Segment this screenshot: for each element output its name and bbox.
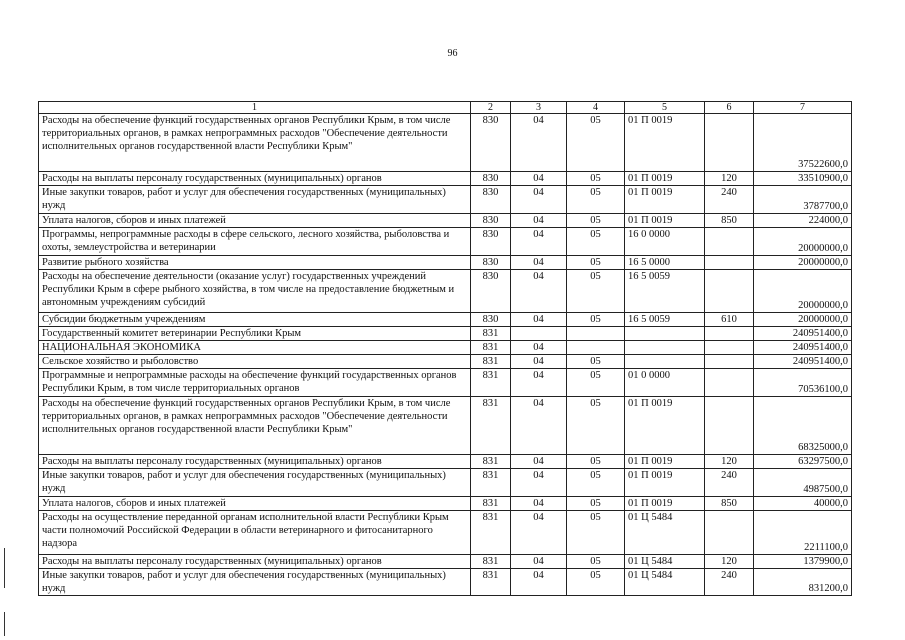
cell-expense-type [705, 355, 754, 369]
table-row [39, 355, 852, 369]
cell-subsection: 05 [567, 256, 625, 270]
cell-expense-type [705, 511, 754, 555]
cell-name: Расходы на выплаты персоналу государственных (муниципальных) органов [39, 555, 471, 569]
cell-section: 04 [511, 228, 567, 256]
cell-amount: 20000000,0 [754, 270, 852, 313]
cell-expense-type: 610 [705, 313, 754, 327]
cell-amount: 68325000,0 [754, 397, 852, 455]
cell-section: 04 [511, 497, 567, 511]
cell-amount: 20000000,0 [754, 256, 852, 270]
cell-name: Программы, непрограммные расходы в сфере сельского, лесного хозяйства, рыболовства и охоты, землеустройства и ветеринарии [39, 228, 471, 256]
table-row [39, 270, 852, 313]
cell-section: 04 [511, 214, 567, 228]
table-row [39, 313, 852, 327]
cell-amount: 2211100,0 [754, 511, 852, 555]
cell-ministry: 830 [471, 172, 511, 186]
cell-expense-type: 240 [705, 186, 754, 214]
table-header-row [39, 102, 852, 114]
cell-section: 04 [511, 186, 567, 214]
cell-amount: 240951400,0 [754, 355, 852, 369]
scan-artifact [4, 548, 5, 588]
table-row [39, 469, 852, 497]
cell-section: 04 [511, 341, 567, 355]
cell-subsection: 05 [567, 214, 625, 228]
cell-expense-type: 120 [705, 455, 754, 469]
cell-ministry: 831 [471, 355, 511, 369]
cell-name: Уплата налогов, сборов и иных платежей [39, 497, 471, 511]
cell-target-article: 16 5 0059 [625, 270, 705, 313]
cell-expense-type [705, 397, 754, 455]
header-col-1: 1 [39, 102, 471, 114]
table-row [39, 327, 852, 341]
cell-amount: 37522600,0 [754, 114, 852, 172]
cell-target-article: 01 П 0019 [625, 172, 705, 186]
cell-name: Расходы на обеспечение функций государственных органов Республики Крым, в том числе территориальных органов, в рамках непрограммных расходов "Обеспечение деятельности исполнительных органов государственной власти Республики Крым" [39, 397, 471, 455]
cell-subsection: 05 [567, 397, 625, 455]
cell-ministry: 831 [471, 469, 511, 497]
scan-artifact [4, 612, 5, 636]
header-col-7: 7 [754, 102, 852, 114]
table-row [39, 397, 852, 455]
cell-expense-type: 240 [705, 569, 754, 596]
cell-subsection [567, 327, 625, 341]
cell-target-article: 01 Ц 5484 [625, 569, 705, 596]
table-row [39, 555, 852, 569]
cell-target-article: 16 5 0059 [625, 313, 705, 327]
cell-subsection: 05 [567, 228, 625, 256]
cell-name: Сельское хозяйство и рыболовство [39, 355, 471, 369]
cell-target-article: 01 П 0019 [625, 186, 705, 214]
table-row [39, 369, 852, 397]
cell-target-article [625, 341, 705, 355]
cell-expense-type: 120 [705, 172, 754, 186]
cell-name: Расходы на обеспечение функций государственных органов Республики Крым, в том числе территориальных органов, в рамках непрограммных расходов "Обеспечение деятельности исполнительных органов государственной власти Республики Крым" [39, 114, 471, 172]
header-col-5: 5 [625, 102, 705, 114]
table-row [39, 341, 852, 355]
cell-ministry: 831 [471, 341, 511, 355]
header-col-6: 6 [705, 102, 754, 114]
cell-ministry: 831 [471, 369, 511, 397]
cell-expense-type: 120 [705, 555, 754, 569]
cell-name: Субсидии бюджетным учреждениям [39, 313, 471, 327]
cell-target-article: 01 П 0019 [625, 114, 705, 172]
cell-target-article: 01 Ц 5484 [625, 511, 705, 555]
cell-ministry: 830 [471, 256, 511, 270]
cell-subsection [567, 341, 625, 355]
cell-amount: 240951400,0 [754, 327, 852, 341]
cell-section: 04 [511, 455, 567, 469]
cell-ministry: 831 [471, 327, 511, 341]
cell-ministry: 830 [471, 114, 511, 172]
cell-subsection: 05 [567, 497, 625, 511]
cell-name: Иные закупки товаров, работ и услуг для обеспечения государственных (муниципальных) нужд [39, 469, 471, 497]
cell-amount: 40000,0 [754, 497, 852, 511]
cell-amount: 3787700,0 [754, 186, 852, 214]
cell-expense-type [705, 327, 754, 341]
cell-subsection: 05 [567, 569, 625, 596]
cell-amount: 20000000,0 [754, 228, 852, 256]
cell-ministry: 831 [471, 569, 511, 596]
cell-name: Расходы на обеспечение деятельности (оказание услуг) государственных учреждений Республики Крым в сфере рыбного хозяйства, в том числе на предоставление бюджетным и автономным учреждениям субсидий [39, 270, 471, 313]
cell-subsection: 05 [567, 469, 625, 497]
cell-subsection: 05 [567, 270, 625, 313]
table-row [39, 214, 852, 228]
cell-ministry: 831 [471, 555, 511, 569]
header-col-3: 3 [511, 102, 567, 114]
cell-amount: 70536100,0 [754, 369, 852, 397]
cell-amount: 63297500,0 [754, 455, 852, 469]
cell-target-article: 01 Ц 5484 [625, 555, 705, 569]
cell-target-article: 01 П 0019 [625, 214, 705, 228]
cell-target-article [625, 327, 705, 341]
cell-name: Развитие рыбного хозяйства [39, 256, 471, 270]
page-number: 96 [447, 48, 458, 59]
cell-target-article: 01 П 0019 [625, 469, 705, 497]
cell-section: 04 [511, 555, 567, 569]
cell-expense-type: 850 [705, 214, 754, 228]
cell-subsection: 05 [567, 172, 625, 186]
cell-ministry: 830 [471, 186, 511, 214]
cell-amount: 4987500,0 [754, 469, 852, 497]
cell-name: Уплата налогов, сборов и иных платежей [39, 214, 471, 228]
cell-ministry: 830 [471, 228, 511, 256]
table-row [39, 228, 852, 256]
cell-section: 04 [511, 355, 567, 369]
cell-subsection: 05 [567, 511, 625, 555]
cell-name: Расходы на выплаты персоналу государственных (муниципальных) органов [39, 455, 471, 469]
cell-section: 04 [511, 256, 567, 270]
cell-name: НАЦИОНАЛЬНАЯ ЭКОНОМИКА [39, 341, 471, 355]
cell-expense-type [705, 256, 754, 270]
cell-name: Расходы на осуществление переданной органам исполнительной власти Республики Крым части полномочий Российской Федерации в области ветеринарного и фитосанитарного надзора [39, 511, 471, 555]
cell-amount: 33510900,0 [754, 172, 852, 186]
table-row [39, 455, 852, 469]
table-row [39, 114, 852, 172]
cell-section: 04 [511, 313, 567, 327]
cell-target-article: 01 П 0019 [625, 455, 705, 469]
table-row [39, 186, 852, 214]
cell-section: 04 [511, 469, 567, 497]
header-col-2: 2 [471, 102, 511, 114]
cell-target-article: 16 5 0000 [625, 256, 705, 270]
cell-name: Расходы на выплаты персоналу государственных (муниципальных) органов [39, 172, 471, 186]
cell-section: 04 [511, 172, 567, 186]
cell-target-article: 01 0 0000 [625, 369, 705, 397]
cell-section: 04 [511, 369, 567, 397]
cell-section: 04 [511, 511, 567, 555]
cell-name: Программные и непрограммные расходы на обеспечение функций государственных органов Республики Крым, в том числе территориальных органов [39, 369, 471, 397]
cell-expense-type: 850 [705, 497, 754, 511]
table-row [39, 511, 852, 555]
cell-subsection: 05 [567, 313, 625, 327]
cell-ministry: 831 [471, 497, 511, 511]
budget-table [38, 101, 852, 596]
cell-expense-type [705, 341, 754, 355]
cell-target-article: 01 П 0019 [625, 497, 705, 511]
cell-section: 04 [511, 569, 567, 596]
cell-target-article: 16 0 0000 [625, 228, 705, 256]
cell-subsection: 05 [567, 355, 625, 369]
table-body [39, 114, 852, 596]
table-row [39, 256, 852, 270]
cell-expense-type [705, 369, 754, 397]
cell-subsection: 05 [567, 114, 625, 172]
cell-name: Государственный комитет ветеринарии Республики Крым [39, 327, 471, 341]
table-row [39, 569, 852, 596]
cell-ministry: 831 [471, 511, 511, 555]
cell-target-article: 01 П 0019 [625, 397, 705, 455]
cell-name: Иные закупки товаров, работ и услуг для обеспечения государственных (муниципальных) нужд [39, 186, 471, 214]
cell-ministry: 830 [471, 214, 511, 228]
cell-amount: 240951400,0 [754, 341, 852, 355]
cell-subsection: 05 [567, 455, 625, 469]
cell-target-article [625, 355, 705, 369]
header-col-4: 4 [567, 102, 625, 114]
cell-expense-type [705, 228, 754, 256]
cell-amount: 224000,0 [754, 214, 852, 228]
cell-amount: 831200,0 [754, 569, 852, 596]
cell-subsection: 05 [567, 186, 625, 214]
cell-subsection: 05 [567, 555, 625, 569]
cell-ministry: 831 [471, 397, 511, 455]
cell-section [511, 327, 567, 341]
cell-amount: 20000000,0 [754, 313, 852, 327]
cell-expense-type: 240 [705, 469, 754, 497]
cell-subsection: 05 [567, 369, 625, 397]
cell-section: 04 [511, 397, 567, 455]
table-row [39, 497, 852, 511]
cell-expense-type [705, 270, 754, 313]
table-row [39, 172, 852, 186]
cell-amount: 1379900,0 [754, 555, 852, 569]
cell-ministry: 830 [471, 313, 511, 327]
cell-expense-type [705, 114, 754, 172]
cell-section: 04 [511, 114, 567, 172]
cell-section: 04 [511, 270, 567, 313]
cell-ministry: 831 [471, 455, 511, 469]
cell-name: Иные закупки товаров, работ и услуг для обеспечения государственных (муниципальных) нужд [39, 569, 471, 596]
cell-ministry: 830 [471, 270, 511, 313]
